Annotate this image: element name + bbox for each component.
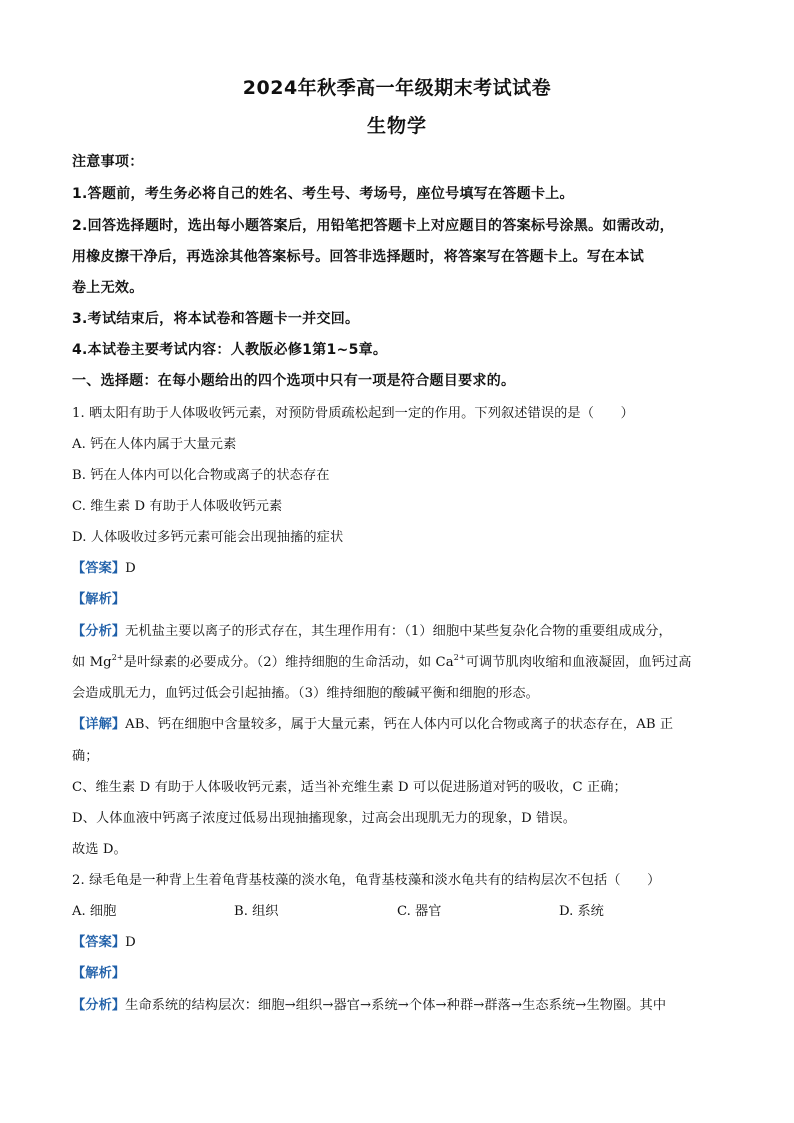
q2-stem: 2. 绿毛龟是一种背上生着龟背基枝藻的淡水龟，龟背基枝藻和淡水龟共有的结构层次不包括（ ） [72,873,661,888]
notice-item-4: 4.本试卷主要考试内容：人教版必修1第1~5章。 [72,342,388,358]
notice-item-1: 1.答题前，考生务必将自己的姓名、考生号、考场号，座位号填写在答题卡上。 [72,186,574,202]
q1-conclusion: 故选 D。 [72,842,127,857]
notice-item-3: 3.考试结束后，将本试卷和答题卡一并交回。 [72,311,360,327]
q1-option-d: D. 人体吸收过多钙元素可能会出现抽搐的症状 [72,530,344,545]
section-1-heading: 一、选择题：在每小题给出的四个选项中只有一项是符合题目要求的。 [72,373,516,389]
q2-option-b: B. 组织 [234,904,279,919]
q1-stem: 1. 晒太阳有助于人体吸收钙元素，对预防骨质疏松起到一定的作用。下列叙述错误的是（ ） [72,406,634,421]
q1-fenxi-line-2 [72,651,724,670]
q1-answer-line [72,557,724,576]
notice-heading: 注意事项： [72,154,144,170]
analysis-tag: 【解析】 [72,592,126,607]
q1-answer: D [125,561,136,576]
q1-fenxi-line-3: 会造成肌无力，血钙过低会引起抽搐。（3）维持细胞的酸碱平衡和细胞的形态。 [72,686,539,701]
q2-fenxi-line-1 [72,994,724,1013]
mg-charge-superscript: 2+ [111,653,124,662]
q2-fenxi-text-1: 生命系统的结构层次：细胞→组织→器官→系统→个体→种群→群落→生态系统→生物圈。其中 [125,998,667,1013]
q2-analysis-line [72,962,724,981]
q1-fenxi-line-1 [72,620,724,639]
q1-detail-text-1: AB、钙在细胞中含量较多，属于大量元素，钙在人体内可以化合物或离子的状态存在，AB 正 [125,717,674,732]
ca-charge-superscript: 2+ [453,653,466,662]
q1-option-b: B. 钙在人体内可以化合物或离子的状态存在 [72,468,330,483]
q1-detail-line-4: D、人体血液中钙离子浓度过低易出现抽搐现象，过高会出现肌无力的现象，D 错误。 [72,811,576,826]
q2-option-d: D. 系统 [559,904,604,919]
subject-title: 生物学 [366,115,427,137]
q1-option-c: C. 维生素 D 有助于人体吸收钙元素 [72,499,283,514]
q2-answer: D [125,935,136,950]
fenxi-tag: 【分析】 [72,624,126,639]
fenxi-tag: 【分析】 [72,998,126,1013]
q2-option-a: A. 细胞 [72,904,117,919]
q1-fenxi-text-1: 无机盐主要以离子的形式存在，其生理作用有：（1）细胞中某些复杂化合物的重要组成成分， [125,624,672,639]
q1-option-a: A. 钙在人体内属于大量元素 [72,437,237,452]
q1-fenxi-text-2b: 是叶绿素的必要成分。（2）维持细胞的生命活动，如 Ca [123,655,454,670]
exam-title: 2024年秋季高一年级期末考试试卷 [242,77,552,99]
answer-tag: 【答案】 [72,935,126,950]
detail-tag: 【详解】 [72,717,126,732]
notice-item-2-line-3: 卷上无效。 [72,280,144,296]
notice-item-2-line-2: 用橡皮擦干净后，再选涂其他答案标号。回答非选择题时，将答案写在答题卡上。写在本试 [72,249,644,265]
q2-answer-line [72,931,724,950]
notice-item-2-line-1: 2.回答选择题时，选出每小题答案后，用铅笔把答题卡上对应题目的答案标号涂黑。如需改动， [72,218,674,234]
q1-detail-line-2: 确； [72,749,99,764]
q1-detail-line-3: C、维生素 D 有助于人体吸收钙元素，适当补充维生素 D 可以促进肠道对钙的吸收，C 正确； [72,780,627,795]
q1-fenxi-text-2a: 如 Mg [72,655,112,670]
q1-detail-line-1 [72,713,724,732]
analysis-tag: 【解析】 [72,966,126,981]
q1-analysis-line [72,588,724,607]
answer-tag: 【答案】 [72,561,126,576]
q2-option-c: C. 器官 [397,904,442,919]
q1-fenxi-text-2c: 可调节肌肉收缩和血液凝固，血钙过高 [465,655,692,670]
